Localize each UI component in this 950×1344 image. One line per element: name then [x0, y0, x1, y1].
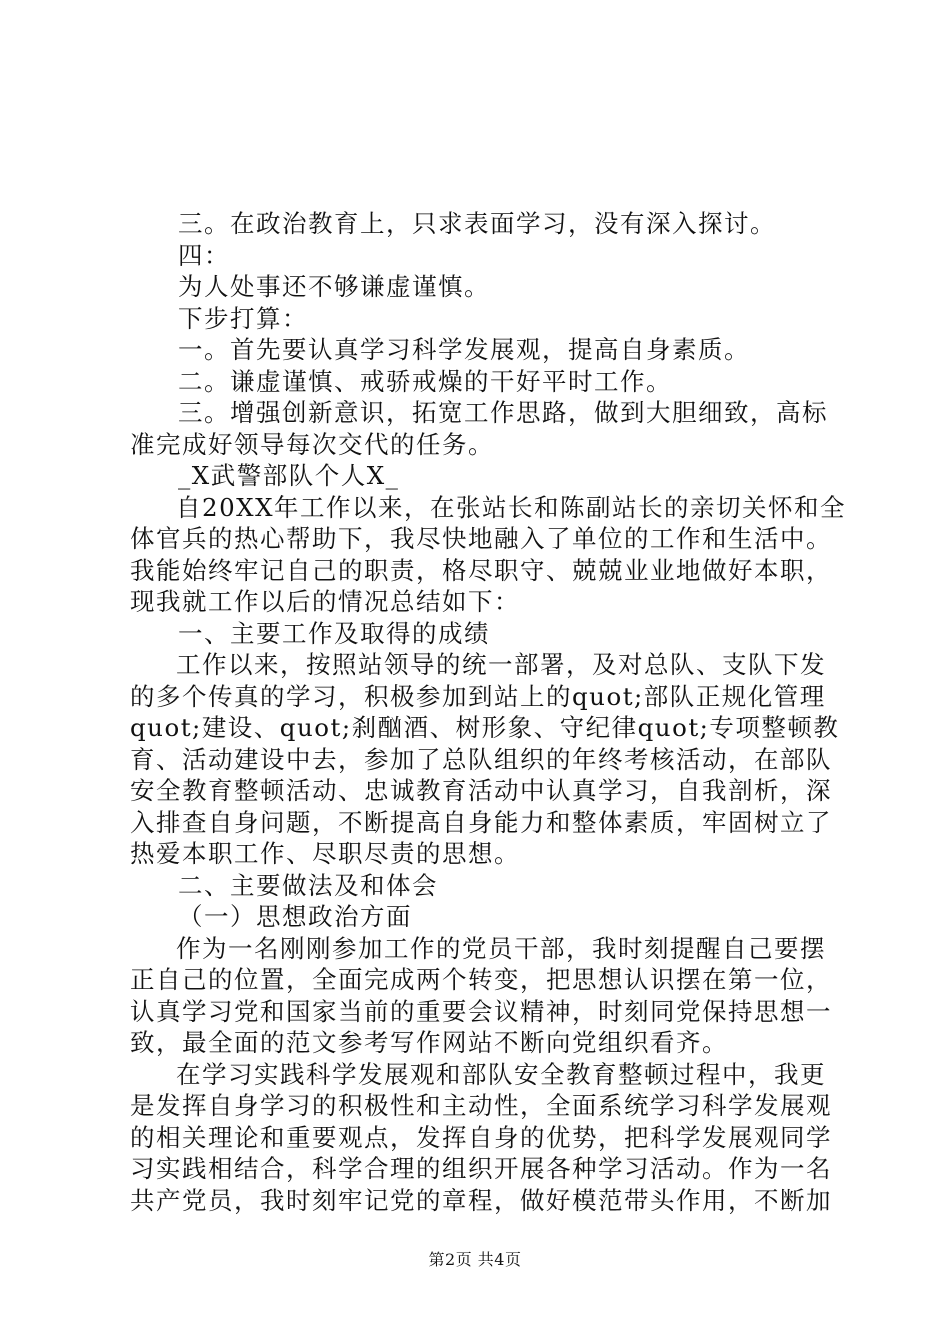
- text-line: 致，最全面的范文参考写作网站不断向党组织看齐。: [130, 1028, 728, 1057]
- text-line: 安全教育整顿活动、忠诚教育活动中认真学习，自我剖析，深: [130, 776, 832, 805]
- text-line: 热爱本职工作、尽职尽责的思想。: [130, 839, 520, 868]
- text-line: 准完成好领导每次交代的任务。: [130, 429, 494, 459]
- text-line: 在学习实践科学发展观和部队安全教育整顿过程中，我更: [176, 1059, 826, 1089]
- text-line: 共产党员，我时刻牢记党的章程，做好模范带头作用，不断加: [130, 1185, 832, 1215]
- text-line: 自20XX年工作以来，在张站长和陈副站长的亲切关怀和全: [176, 492, 847, 522]
- text-line: 是发挥自身学习的积极性和主动性，全面系统学习科学发展观: [130, 1091, 832, 1120]
- document-body: [130, 208, 847, 1216]
- text-line: 二。谦虚谨慎、戒骄戒燥的干好平时工作。: [178, 366, 672, 396]
- text-line: 入排查自身问题，不断提高自身能力和整体素质，牢固树立了: [130, 807, 832, 837]
- text-line: 三。增强创新意识，拓宽工作思路，做到大胆细致，高标: [178, 398, 828, 427]
- section-heading: 二、主要做法及和体会: [178, 870, 438, 900]
- text-line: quot;建设、quot;刹酗酒、树形象、守纪律quot;专项整顿教: [130, 713, 840, 742]
- text-line: 现我就工作以后的情况总结如下：: [130, 587, 520, 616]
- text-line: 习实践相结合，科学合理的组织开展各种学习活动。作为一名: [130, 1154, 832, 1183]
- text-line: 的多个传真的学习，积极参加到站上的quot;部队正规化管理: [130, 681, 826, 711]
- text-line: 正自己的位置，全面完成两个转变，把思想认识摆在第一位，: [130, 965, 832, 994]
- text-line: 的相关理论和重要观点，发挥自身的优势，把科学发展观同学: [130, 1122, 832, 1152]
- text-line: 下步打算：: [178, 303, 308, 333]
- text-line: 四：: [178, 240, 230, 270]
- text-line: 体官兵的热心帮助下，我尽快地融入了单位的工作和生活中。: [130, 524, 832, 553]
- section-heading: 一、主要工作及取得的成绩: [178, 618, 490, 648]
- text-line: 认真学习党和国家当前的重要会议精神，时刻同党保持思想一: [130, 996, 832, 1026]
- page-number-footer: 第2页 共4页: [428, 1250, 522, 1269]
- subsection-heading: （一）思想政治方面: [178, 902, 412, 931]
- text-line: 三。在政治教育上，只求表面学习，没有深入探讨。: [178, 209, 776, 238]
- text-line: 为人处事还不够谦虚谨慎。: [178, 272, 490, 301]
- text-line: 我能始终牢记自己的职责，格尽职守、兢兢业业地做好本职，: [130, 555, 832, 585]
- text-line: 作为一名刚刚参加工作的党员干部，我时刻提醒自己要摆: [176, 933, 826, 963]
- text-line: 一。首先要认真学习科学发展观，提高自身素质。: [178, 335, 750, 364]
- text-line: 工作以来，按照站领导的统一部署，及对总队、支队下发: [176, 650, 826, 679]
- text-line: 育、活动建设中去，参加了总队组织的年终考核活动，在部队: [130, 744, 832, 774]
- section-heading: _X武警部队个人X_: [178, 461, 400, 490]
